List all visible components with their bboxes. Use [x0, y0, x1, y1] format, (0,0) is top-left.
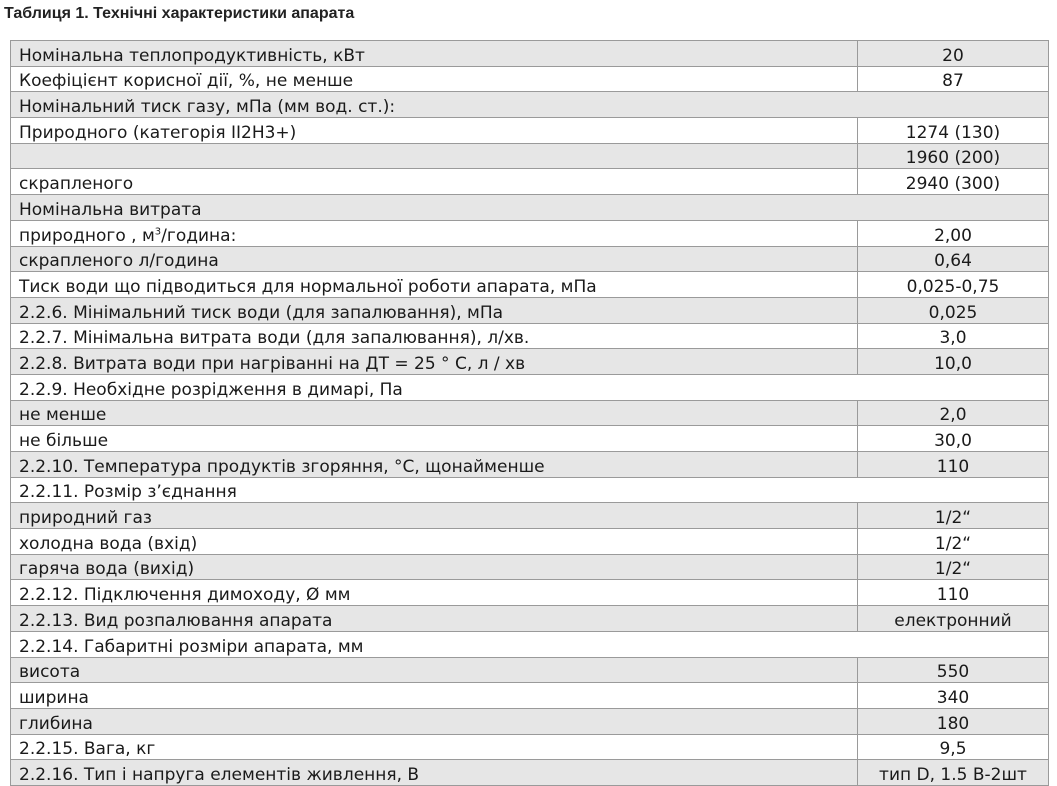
table-caption: Таблиця 1. Технічні характеристики апарата: [4, 5, 355, 22]
specifications-table: [10, 40, 1049, 786]
parameter-label: висота: [11, 657, 858, 683]
parameter-label: 2.2.8. Витрата води при нагріванні на ДТ = 25 ° С, л / хв: [11, 349, 858, 375]
parameter-label: Тиск води що підводиться для нормальної роботи апарата, мПа: [11, 272, 858, 298]
parameter-value: 550: [858, 657, 1049, 683]
table-row: [11, 143, 1049, 169]
parameter-value: 340: [858, 683, 1049, 709]
parameter-label: 2.2.15. Вага, кг: [11, 734, 858, 760]
parameter-value: 2,0: [858, 400, 1049, 426]
parameter-value: 30,0: [858, 426, 1049, 452]
parameter-value: 20: [858, 41, 1049, 67]
table-row: [11, 349, 1049, 375]
parameter-value: 0,025-0,75: [858, 272, 1049, 298]
parameter-label: Коефіцієнт корисної дії, %, не менше: [11, 66, 858, 92]
parameter-value: 0,025: [858, 297, 1049, 323]
parameter-label: 2.2.7. Мінімальна витрата води (для запалювання), л/хв.: [11, 323, 858, 349]
table-row: [11, 220, 1049, 246]
table-row: [11, 169, 1049, 195]
parameter-label: не менше: [11, 400, 858, 426]
parameter-label: Номінальний тиск газу, мПа (мм вод. ст.):: [11, 92, 1049, 118]
table-row: [11, 734, 1049, 760]
parameter-label: гаряча вода (вихід): [11, 554, 858, 580]
table-row: [11, 452, 1049, 478]
table-row: [11, 426, 1049, 452]
parameter-label: скрапленого л/година: [11, 246, 858, 272]
parameter-label-text: /година:: [161, 225, 237, 246]
parameter-value: електронний: [858, 606, 1049, 632]
table-row: [11, 554, 1049, 580]
parameter-label: 2.2.11. Розмір з’єднання: [11, 477, 1049, 503]
table-row: [11, 246, 1049, 272]
table-row: [11, 195, 1049, 221]
parameter-label: 2.2.14. Габаритні розміри апарата, мм: [11, 631, 1049, 657]
parameter-value: 1/2“: [858, 529, 1049, 555]
table-row: [11, 41, 1049, 67]
parameter-value: 110: [858, 580, 1049, 606]
parameter-label: скрапленого: [11, 169, 858, 195]
parameter-value: 9,5: [858, 734, 1049, 760]
parameter-label: холодна вода (вхід): [11, 529, 858, 555]
parameter-label: 2.2.12. Підключення димоходу, Ø мм: [11, 580, 858, 606]
table-row: [11, 631, 1049, 657]
unit-superscript: 3: [154, 225, 162, 237]
parameter-value: 10,0: [858, 349, 1049, 375]
parameter-value: 1960 (200): [858, 143, 1049, 169]
parameter-value: 87: [858, 66, 1049, 92]
parameter-label: 2.2.16. Тип і напруга елементів живлення, В: [11, 760, 858, 786]
table-row: [11, 272, 1049, 298]
table-row: [11, 657, 1049, 683]
parameter-value: 180: [858, 708, 1049, 734]
parameter-label-text: природного , м: [19, 225, 155, 246]
parameter-label: природний газ: [11, 503, 858, 529]
parameter-value: 1/2“: [858, 554, 1049, 580]
table-row: [11, 323, 1049, 349]
table-row: [11, 503, 1049, 529]
parameter-label: [11, 220, 858, 246]
parameter-label: глибина: [11, 708, 858, 734]
table-row: [11, 760, 1049, 786]
parameter-label: 2.2.10. Температура продуктів згоряння, °С, щонайменше: [11, 452, 858, 478]
parameter-value: 2,00: [858, 220, 1049, 246]
parameter-label: ширина: [11, 683, 858, 709]
parameter-label: Природного (категорія ІІ2Н3+): [11, 118, 858, 144]
parameter-label: 2.2.9. Необхідне розрідження в димарі, Па: [11, 374, 1049, 400]
table-row: [11, 529, 1049, 555]
parameter-label: 2.2.6. Мінімальний тиск води (для запалювання), мПа: [11, 297, 858, 323]
parameter-value: 1274 (130): [858, 118, 1049, 144]
parameter-label: 2.2.13. Вид розпалювання апарата: [11, 606, 858, 632]
table-row: [11, 683, 1049, 709]
table-row: [11, 118, 1049, 144]
table-row: [11, 92, 1049, 118]
table-row: [11, 66, 1049, 92]
table-row: [11, 606, 1049, 632]
parameter-label: Номінальна витрата: [11, 195, 1049, 221]
parameter-value: 3,0: [858, 323, 1049, 349]
table-row: [11, 477, 1049, 503]
parameter-label: [11, 143, 858, 169]
parameter-value: 0,64: [858, 246, 1049, 272]
parameter-label: не більше: [11, 426, 858, 452]
table-row: [11, 400, 1049, 426]
table-row: [11, 708, 1049, 734]
parameter-value: тип D, 1.5 В-2шт: [858, 760, 1049, 786]
parameter-label: Номінальна теплопродуктивність, кВт: [11, 41, 858, 67]
parameter-value: 110: [858, 452, 1049, 478]
parameter-value: 2940 (300): [858, 169, 1049, 195]
specifications-table-body: [11, 41, 1049, 786]
table-row: [11, 580, 1049, 606]
parameter-value: 1/2“: [858, 503, 1049, 529]
table-row: [11, 297, 1049, 323]
table-row: [11, 374, 1049, 400]
